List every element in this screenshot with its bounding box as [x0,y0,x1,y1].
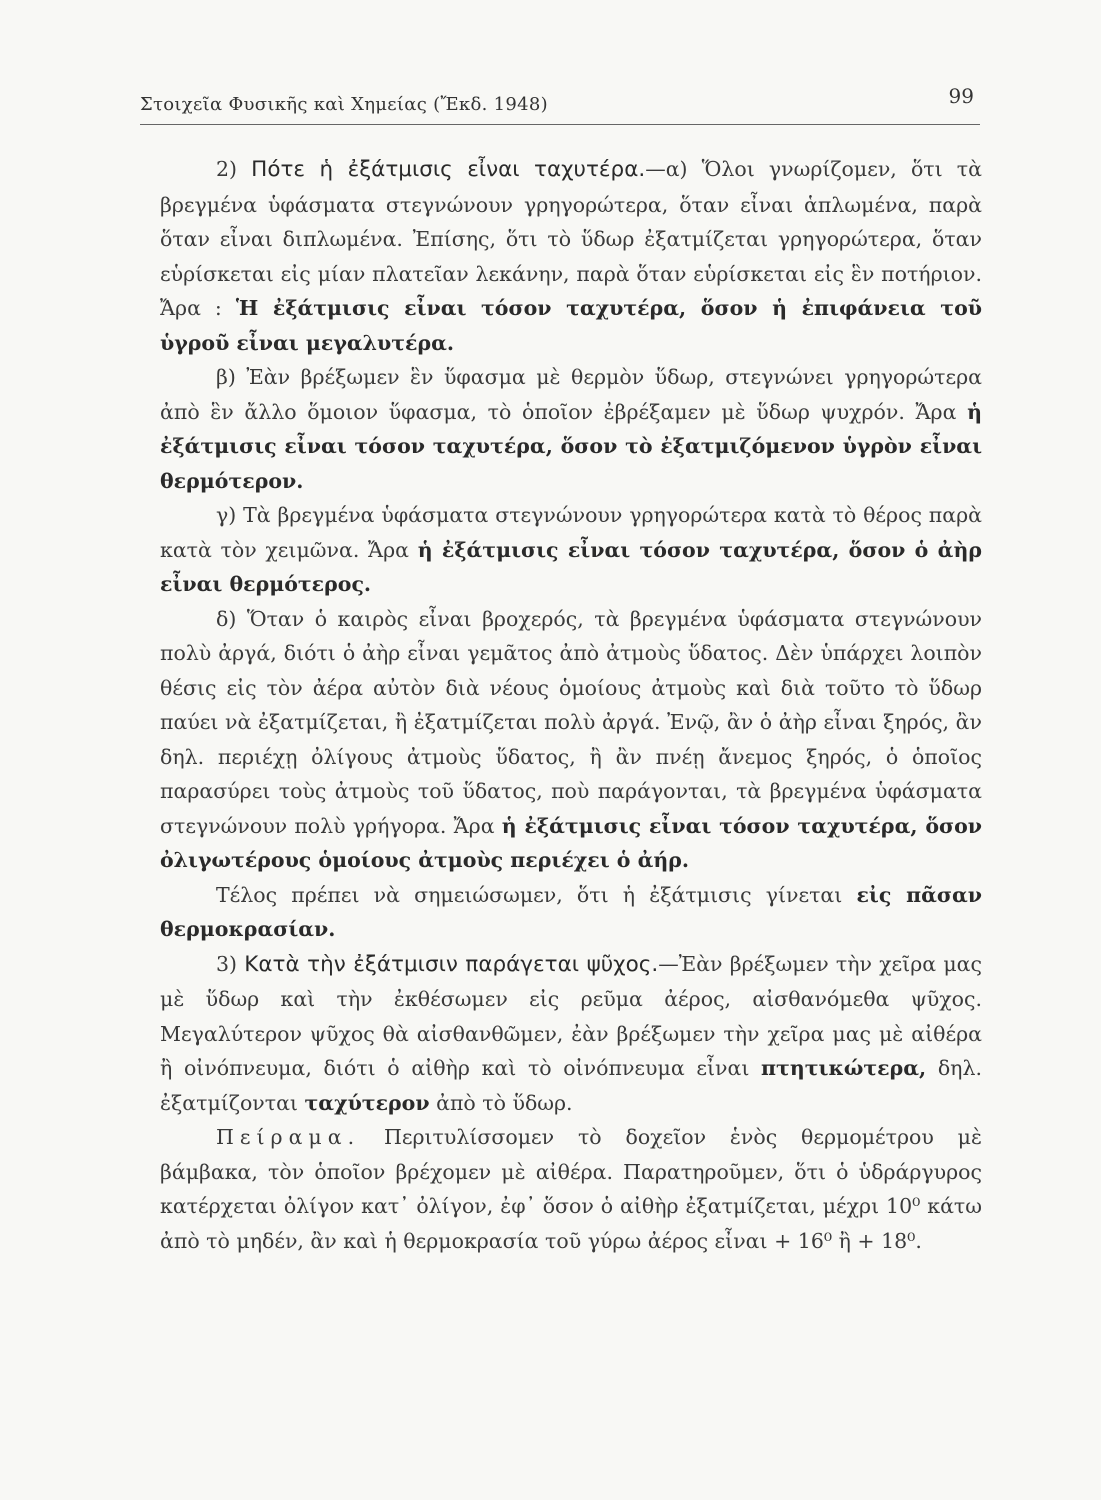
section-2c-text: γ) Τὰ βρεγμένα ὑφάσματα στεγνώνουν γρηγορώτερα κατὰ τὸ θέρος παρὰ κατὰ τὸν χειμῶνα. Ἄρα [160,503,982,562]
section-2b-conclusion: ἡ ἐξάτμισις εἶναι τόσον ταχυτέρα, ὅσον τὸ ἐξατμιζόμενον ὑγρὸν εἶναι θερμότερον. [160,399,982,493]
section-2-final-conclusion: εἰς πᾶσαν θερμοκρασίαν. [160,882,982,941]
section-2d-text: δ) Ὅταν ὁ καιρὸς εἶναι βροχερός, τὰ βρεγμένα ὑφάσματα στεγνώνουν πολὺ ἀργά, διότι ὁ ἀὴρ εἶναι γεμᾶτος ἀπὸ ἀτμοὺς ὕδατος. Δὲν ὑπάρχει λοιπὸν θέσις εἰς τὸν ἀέρα αὐτὸν διὰ νέους ὁμοίους ἀτμοὺς καὶ διὰ τοῦτο τὸ ὕδωρ παύει νὰ ἐξατμίζεται, ἢ ἐξατμίζεται πολὺ ἀργά. Ἐνῷ, ἂν ὁ ἀὴρ εἶναι ξηρός, ἂν δηλ. περιέχῃ ὀλίγους ἀτμοὺς ὕδατος, ἢ ἂν πνέῃ ἄνεμος ξηρός, ὁ ὁποῖος παρασύρει τοὺς ἀτμοὺς τοῦ ὕδατος, ποὺ παράγονται, τὰ βρεγμένα ὑφάσματα στεγνώνουν πολὺ γρήγορα. Ἄρα [160,606,982,838]
page-number: 99 [948,84,974,108]
section-2-heading: Πότε ἡ ἐξάτμισις εἶναι ταχυτέρα. [251,157,646,182]
section-3-text-1: —Ἐὰν βρέξωμεν τὴν χεῖρα μας μὲ ὕδωρ καὶ τὴν ἐκθέσωμεν εἰς ρεῦμα ἀέρος, αἰσθανόμεθα ψῦχος. Μεγαλύτερον ψῦχος θὰ αἰσθανθῶμεν, ἐὰν βρέξωμεν τὴν χεῖρα μας μὲ αἰθέρα ἢ οἰνόπνευμα, διότι ὁ αἰθὴρ καὶ τὸ οἰνόπνευμα εἶναι [160,951,982,1080]
section-2c-conclusion: ἡ ἐξάτμισις εἶναι τόσον ταχυτέρα, ὅσον ὁ ἀὴρ εἶναι θερμότερος. [160,537,982,596]
section-3-number: 3) [216,951,238,976]
section-3-text-3: ἀπὸ τὸ ὕδωρ. [436,1090,573,1115]
experiment-text: Περιτυλίσσομεν τὸ δοχεῖον ἑνὸς θερμομέτρου μὲ βάμβακα, τὸν ὁποῖον βρέχομεν μὲ αἰθέρα. Παρατηροῦμεν, ὅτι ὁ ὑδράργυρος κατέρχεται ὀλίγον κατ᾿ ὀλίγον, ἐφ᾿ ὅσον ὁ αἰθὴρ ἐξατμίζεται, μέχρι 10⁰ κάτω ἀπὸ τὸ μηδέν, ἂν καὶ ἡ θερμοκρασία τοῦ γύρω ἀέρος εἶναι + 16⁰ ἢ + 18⁰. [160,1125,982,1253]
page-body [160,152,982,1258]
paragraph-section-2a [160,152,982,360]
section-2-final-text: Τέλος πρέπει νὰ σημειώσωμεν, ὅτι ἡ ἐξάτμισις γίνεται [216,882,843,907]
section-2b-text: β) Ἐὰν βρέξωμεν ἓν ὕφασμα μὲ θερμὸν ὕδωρ, στεγνώνει γρηγορώτερα ἀπὸ ἓν ἄλλο ὅμοιον ὕφασμα, τὸ ὁποῖον ἐβρέξαμεν μὲ ὕδωρ ψυχρόν. Ἄρα [160,365,982,424]
section-2-number: 2) [216,157,238,181]
section-3-text-2: δηλ. ἐξατμίζονται [160,1056,982,1115]
header-title: Στοιχεῖα Φυσικῆς καὶ Χημείας (Ἔκδ. 1948) [140,94,548,115]
paragraph-section-2c [160,498,982,602]
paragraph-section-2d [160,602,982,878]
section-2a-text: —α) Ὅλοι γνωρίζομεν, ὅτι τὰ βρεγμένα ὑφάσματα στεγνώνουν γρηγορώτερα, ὅταν εἶναι ἁπλωμένα, παρὰ ὅταν εἶναι διπλωμένα. Ἐπίσης, ὅτι τὸ ὕδωρ ἐξατμίζεται γρηγορώτερα, ὅταν εὑρίσκεται εἰς μίαν πλατεῖαν λεκάνην, παρὰ ὅταν εὑρίσκεται εἰς ἓν ποτήριον. Ἄρα : [160,157,982,320]
paragraph-section-2-final [160,878,982,947]
section-2a-conclusion: Ἡ ἐξάτμισις εἶναι τόσον ταχυτέρα, ὅσον ἡ ἐπιφάνεια τοῦ ὑγροῦ εἶναι μεγαλυτέρα. [160,296,982,355]
section-3-heading: Κατὰ τὴν ἐξάτμισιν παράγεται ψῦχος. [244,951,659,977]
paragraph-experiment [160,1120,982,1258]
section-3-bold-1: πτητικώτερα, [761,1056,927,1080]
running-header [140,86,980,125]
section-2d-conclusion: ἡ ἐξάτμισις εἶναι τόσον ταχυτέρα, ὅσον ὀλιγωτέρους ὁμοίους ἀτμοὺς περιέχει ὁ ἀήρ. [160,813,982,872]
paragraph-section-3 [160,947,982,1121]
paragraph-section-2b [160,360,982,498]
section-3-bold-2: ταχύτερον [304,1090,430,1115]
experiment-label: Πείραμα. [216,1125,361,1149]
